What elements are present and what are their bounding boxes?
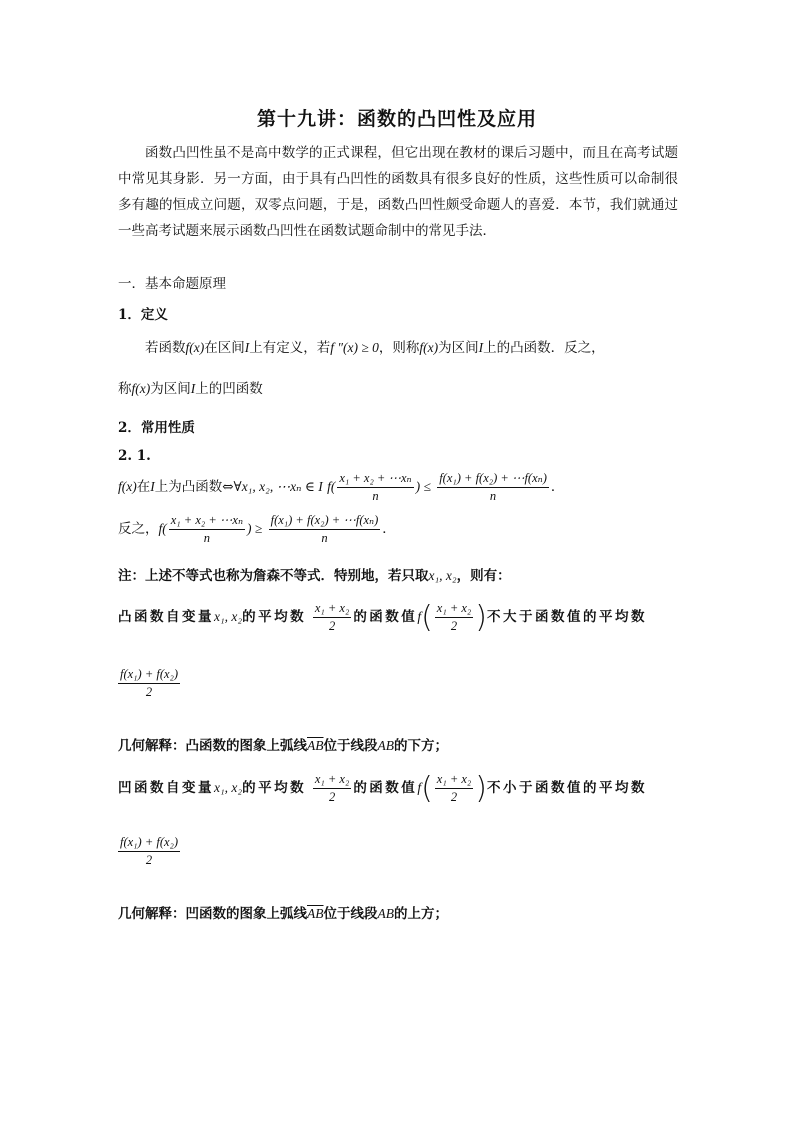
text: 的平均数 bbox=[242, 609, 307, 625]
fraction-denominator: 2 bbox=[328, 619, 336, 633]
concave-mean-fraction bbox=[118, 834, 182, 869]
text: 不小于函数值的平均数 bbox=[487, 780, 647, 796]
function-symbol: f(x) bbox=[131, 381, 151, 396]
fraction-numerator: x₁ + x₂ bbox=[313, 600, 351, 618]
second-derivative-condition: f ″(x) ≥ 0 bbox=[330, 340, 379, 355]
note-line bbox=[118, 564, 511, 584]
convex-mean-fraction bbox=[118, 666, 182, 701]
concave-property-line bbox=[118, 771, 647, 806]
fraction-denominator: 2 bbox=[450, 790, 458, 804]
convex-property-line bbox=[118, 600, 647, 635]
arc-symbol: $\overline{AB}$ bbox=[307, 906, 324, 921]
function-symbol: f(x) bbox=[419, 340, 439, 355]
function-symbol: f(x) bbox=[118, 479, 137, 494]
text: 凸函数自变量 bbox=[118, 609, 214, 625]
text: 的函数值 bbox=[353, 609, 418, 625]
note-text: ，则有： bbox=[456, 568, 511, 584]
mean-fraction bbox=[169, 512, 245, 547]
jensen-inequality-concave bbox=[118, 512, 396, 547]
fraction-numerator: f(x₁) + f(x₂) bbox=[118, 834, 180, 852]
arc-symbol: $\overline{AB}$ bbox=[307, 738, 324, 753]
function-symbol: f bbox=[417, 609, 422, 624]
left-paren: ( bbox=[421, 600, 433, 635]
function-symbol: f bbox=[417, 780, 422, 795]
text: 位于线段 bbox=[323, 906, 378, 922]
text: ． bbox=[382, 521, 396, 537]
definition-text: 上有定义，若 bbox=[249, 340, 331, 356]
section-heading-1: 一．基本命题原理 bbox=[118, 276, 226, 292]
fraction-denominator: 2 bbox=[145, 853, 153, 867]
text: 几何解释：凸函数的图象上弧线 bbox=[118, 738, 307, 754]
definition-line-1 bbox=[145, 336, 605, 356]
interval-symbol: I bbox=[244, 340, 250, 355]
definition-text: 若函数 bbox=[145, 340, 186, 356]
fraction-numerator: x₁ + x₂ bbox=[435, 771, 473, 789]
text: 几何解释：凹函数的图象上弧线 bbox=[118, 906, 307, 922]
inequality-sign: ) ≤ bbox=[415, 479, 431, 494]
left-paren: ( bbox=[421, 771, 433, 806]
definition-text: 称 bbox=[118, 381, 132, 397]
fraction-denominator: n bbox=[321, 531, 328, 545]
text: 不大于函数值的平均数 bbox=[487, 609, 647, 625]
fraction-numerator: x₁ + x₂ bbox=[435, 600, 473, 618]
function-symbol: f(x) bbox=[185, 340, 205, 355]
average-fraction bbox=[313, 600, 351, 635]
fraction-numerator: x₁ + x₂ + ⋯xₙ bbox=[169, 512, 245, 530]
geometric-explanation-convex bbox=[118, 734, 448, 754]
fraction-numerator: x₁ + x₂ + ⋯xₙ bbox=[337, 470, 413, 488]
text: 位于线段 bbox=[323, 738, 378, 754]
inequality-sign: ) ≥ bbox=[247, 521, 263, 536]
fraction-denominator: 2 bbox=[145, 685, 153, 699]
fraction-numerator: x₁ + x₂ bbox=[313, 771, 351, 789]
interval-symbol: I bbox=[190, 381, 196, 396]
average-fraction bbox=[435, 600, 473, 635]
fraction-numerator: f(x₁) + f(x₂) + ⋯f(xₙ) bbox=[269, 512, 381, 530]
function-open: f( bbox=[158, 521, 167, 536]
fraction-denominator: n bbox=[203, 531, 211, 545]
definition-text: 为区间 bbox=[150, 381, 191, 397]
geometric-explanation-concave bbox=[118, 902, 448, 922]
average-fraction bbox=[313, 771, 351, 806]
mean-of-values-fraction bbox=[437, 470, 549, 505]
mean-of-values-fraction bbox=[269, 512, 381, 547]
segment-symbol: AB bbox=[377, 906, 394, 921]
fraction-numerator: f(x₁) + f(x₂) + ⋯f(xₙ) bbox=[437, 470, 549, 488]
fraction-denominator: n bbox=[372, 489, 379, 503]
fraction-numerator: f(x₁) + f(x₂) bbox=[118, 666, 180, 684]
page-title: 第十九讲：函数的凸凹性及应用 bbox=[256, 108, 537, 130]
intro-paragraph: 函数凸凹性虽不是高中数学的正式课程，但它出现在教材的课后习题中，而且在高考试题中常见其身影．另一方面，由于具有凸凹性的函数具有很多良好的性质，这些性质可以命制很多有趣的恒成立问题，双零点问题，于是，函数凸凹性颇受命题人的喜爱．本节，我们就通过一些高考试题来展示函数凸凹性在函数试题命制中的常见手法． bbox=[118, 145, 678, 239]
definition-line-2 bbox=[118, 377, 263, 397]
text: 在 bbox=[136, 479, 151, 495]
interval-symbol: I bbox=[150, 479, 155, 494]
fraction-denominator: n bbox=[489, 489, 497, 503]
definition-text: ，则称 bbox=[378, 340, 420, 356]
subsection-2-1: 2. 1. bbox=[118, 448, 151, 464]
variables: x₁, x₂ bbox=[214, 780, 243, 795]
text: 凹函数自变量 bbox=[118, 780, 214, 796]
right-paren: ) bbox=[475, 600, 487, 635]
segment-symbol: AB bbox=[377, 738, 394, 753]
definition-text: 上的凹函数 bbox=[195, 381, 263, 397]
definition-text: 为区间 bbox=[438, 340, 479, 356]
variables: x₁, x₂ bbox=[428, 568, 457, 583]
variables: x₁, x₂ bbox=[214, 609, 243, 624]
average-fraction bbox=[435, 771, 473, 806]
text: 反之， bbox=[118, 521, 159, 537]
forall-clause: ∀x₁, x₂, ⋯xₙ ∈ I bbox=[233, 479, 323, 494]
interval-symbol: I bbox=[478, 340, 484, 355]
text: 的上方； bbox=[394, 906, 448, 922]
text: ． bbox=[550, 479, 565, 495]
subsection-properties: 2．常用性质 bbox=[118, 420, 195, 436]
jensen-inequality-convex bbox=[118, 470, 564, 505]
text: 上为凸函数⇔ bbox=[154, 479, 234, 495]
note-text: 注：上述不等式也称为詹森不等式．特别地，若只取 bbox=[118, 568, 429, 584]
text: 的函数值 bbox=[353, 780, 418, 796]
mean-fraction bbox=[337, 470, 413, 505]
text: 的下方； bbox=[394, 738, 448, 754]
subsection-definition: 1．定义 bbox=[118, 307, 168, 323]
values-mean-fraction bbox=[118, 834, 180, 869]
definition-text: 在区间 bbox=[204, 340, 245, 356]
text: 的平均数 bbox=[242, 780, 307, 796]
values-mean-fraction bbox=[118, 666, 180, 701]
definition-text: 上的凸函数．反之， bbox=[483, 340, 605, 356]
function-open: f( bbox=[327, 479, 336, 494]
fraction-denominator: 2 bbox=[328, 790, 336, 804]
fraction-denominator: 2 bbox=[450, 619, 458, 633]
right-paren: ) bbox=[475, 771, 487, 806]
